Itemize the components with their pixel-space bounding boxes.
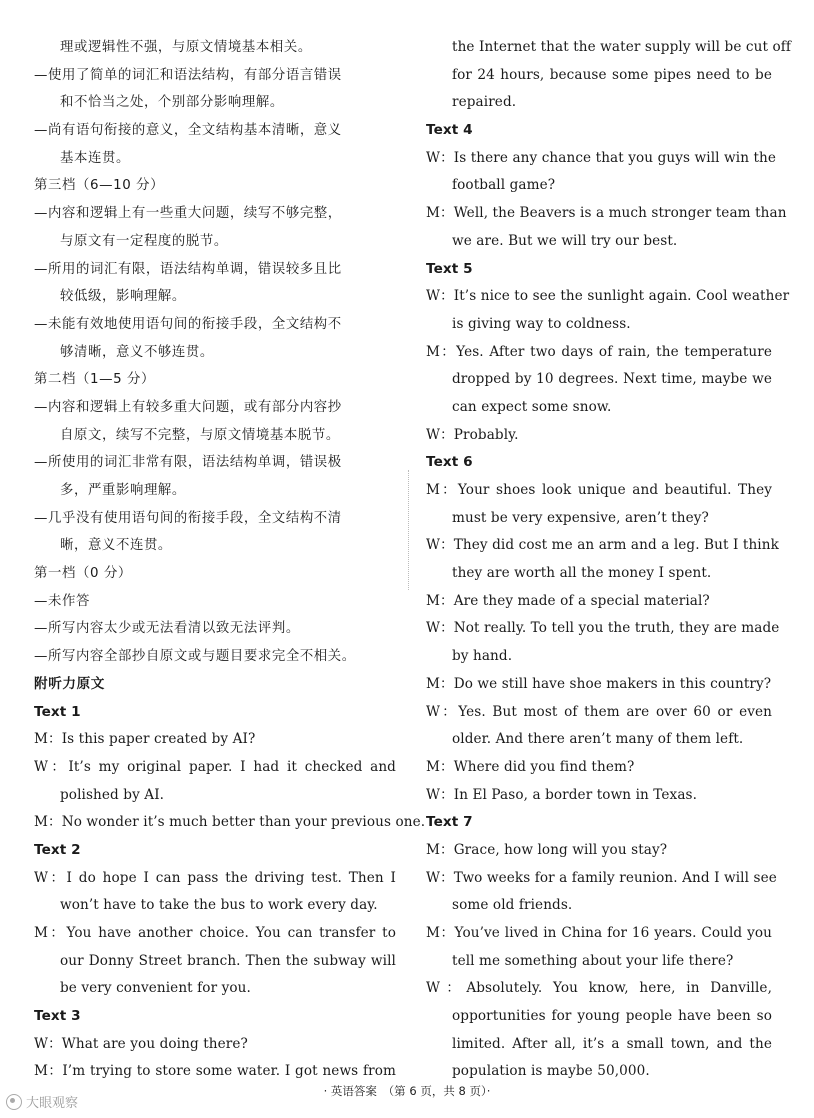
text-line: we are. But we will try our best.: [452, 232, 678, 249]
text-line: W：It’s nice to see the sunlight again. Cool weather: [426, 288, 790, 305]
text-line: —内容和逻辑上有较多重大问题，或有部分内容抄: [34, 399, 342, 415]
watermark-text: 大眼观察: [26, 1096, 79, 1111]
text-line: 和不恰当之处，个别部分影响理解。: [60, 95, 284, 111]
text-line: 自原文，续写不完整，与原文情境基本脱节。: [60, 427, 340, 443]
text-line: —几乎没有使用语句间的衔接手段，全文结构不清: [34, 510, 342, 526]
text-line: 理或逻辑性不强，与原文情境基本相关。: [60, 40, 312, 55]
section-heading: Text 4: [426, 122, 473, 139]
section-heading: Text 7: [426, 814, 473, 831]
text-line: M：Are they made of a special material?: [426, 592, 710, 609]
section-heading: Text 2: [34, 841, 81, 858]
text-line: —所使用的词汇非常有限，语法结构单调，错误极: [34, 455, 342, 471]
left-column: [34, 34, 426, 1086]
text-line: older. And there aren’t many of them left.: [452, 731, 744, 748]
text-line: W：What are you doing there?: [34, 1035, 248, 1052]
text-line: they are worth all the money I spent.: [452, 565, 712, 582]
text-line: M：I’m trying to store some water. I got news from: [34, 1063, 396, 1080]
text-line: M：Do we still have shoe makers in this country?: [426, 675, 772, 692]
page-footer: · 英语答案 （第 6 页，共 8 页）·: [323, 1084, 491, 1098]
text-line: 第二档（1—5 分）: [34, 372, 156, 388]
section-heading: 附听力原文: [34, 675, 105, 692]
text-line: our Donny Street branch. Then the subway will: [60, 952, 396, 969]
section-heading: Text 1: [34, 703, 81, 720]
text-line: polished by AI.: [60, 786, 165, 803]
text-line: W：Yes. But most of them are over 60 or even: [426, 703, 772, 720]
text-line: for 24 hours, because some pipes need to be: [452, 66, 772, 83]
text-line: won’t have to take the bus to work every day.: [60, 897, 378, 914]
text-line: the Internet that the water supply will be cut off: [452, 39, 792, 55]
text-line: can expect some snow.: [452, 398, 612, 415]
watermark-logo-icon: [6, 1094, 22, 1110]
text-line: W：In El Paso, a border town in Texas.: [426, 786, 698, 803]
text-line: M：No wonder it’s much better than your previous one.: [34, 814, 426, 831]
text-line: dropped by 10 degrees. Next time, maybe we: [452, 371, 772, 388]
text-line: 晰，意义不连贯。: [60, 538, 172, 554]
text-line: —所写内容太少或无法看清以致无法评判。: [34, 621, 300, 637]
watermark: [6, 1092, 78, 1111]
text-line: M：Is this paper created by AI?: [34, 731, 256, 748]
text-line: by hand.: [452, 648, 513, 665]
text-line: —未作答: [34, 593, 90, 609]
text-line: M：Grace, how long will you stay?: [426, 841, 668, 858]
text-line: 基本连贯。: [60, 150, 130, 166]
text-line: —尚有语句衔接的意义，全文结构基本清晰，意义: [34, 123, 342, 139]
section-heading: Text 5: [426, 260, 473, 277]
text-line: —内容和逻辑上有一些重大问题，续写不够完整，: [34, 206, 342, 222]
text-line: is giving way to coldness.: [452, 315, 631, 332]
text-line: opportunities for young people have been so: [452, 1008, 772, 1025]
text-line: W：Probably.: [426, 426, 519, 443]
text-line: 与原文有一定程度的脱节。: [60, 233, 228, 249]
text-line: —所写内容全部抄自原文或与题目要求完全不相关。: [34, 649, 356, 665]
text-line: W：I do hope I can pass the driving test. Then I: [34, 869, 396, 886]
text-line: population is maybe 50,000.: [452, 1063, 650, 1080]
text-line: M：Well, the Beavers is a much stronger team than: [426, 205, 787, 222]
text-line: —未能有效地使用语句间的衔接手段，全文结构不: [34, 316, 342, 332]
section-heading: Text 6: [426, 454, 473, 471]
text-line: must be very expensive, aren’t they?: [452, 509, 709, 526]
text-line: repaired.: [452, 94, 517, 111]
text-line: 较低级，影响理解。: [60, 289, 186, 305]
text-line: —所用的词汇有限，语法结构单调，错误较多且比: [34, 261, 342, 277]
section-heading: Text 3: [34, 1008, 81, 1025]
text-line: 够清晰，意义不够连贯。: [60, 344, 214, 360]
text-line: W：It’s my original paper. I had it checked and: [34, 758, 396, 775]
text-line: W：Absolutely. You know, here, in Danville,: [426, 980, 772, 997]
text-line: W：Not really. To tell you the truth, they are made: [426, 620, 780, 637]
text-line: M：You’ve lived in China for 16 years. Could you: [426, 925, 772, 941]
text-line: 多，严重影响理解。: [60, 483, 186, 498]
text-line: M：Where did you find them?: [426, 758, 635, 775]
text-line: —使用了简单的词汇和语法结构，有部分语言错误: [34, 67, 342, 83]
text-line: limited. After all, it’s a small town, and the: [452, 1035, 772, 1052]
text-line: M：Your shoes look unique and beautiful. They: [426, 482, 772, 498]
text-line: football game?: [452, 177, 556, 194]
text-line: be very convenient for you.: [60, 980, 251, 997]
text-line: M：Yes. After two days of rain, the temperature: [426, 343, 772, 360]
text-line: some old friends.: [452, 897, 573, 914]
text-line: M：You have another choice. You can transfer to: [34, 925, 396, 941]
text-line: 第三档（6—10 分）: [34, 178, 165, 194]
column-divider: [408, 470, 409, 590]
text-line: tell me something about your life there?: [452, 952, 734, 969]
right-column: [426, 34, 792, 1086]
text-line: W：They did cost me an arm and a leg. But I think: [426, 537, 779, 554]
text-line: W：Is there any chance that you guys will win the: [426, 149, 777, 166]
text-line: W：Two weeks for a family reunion. And I will see: [426, 869, 777, 886]
text-line: 第一档（0 分）: [34, 566, 132, 582]
